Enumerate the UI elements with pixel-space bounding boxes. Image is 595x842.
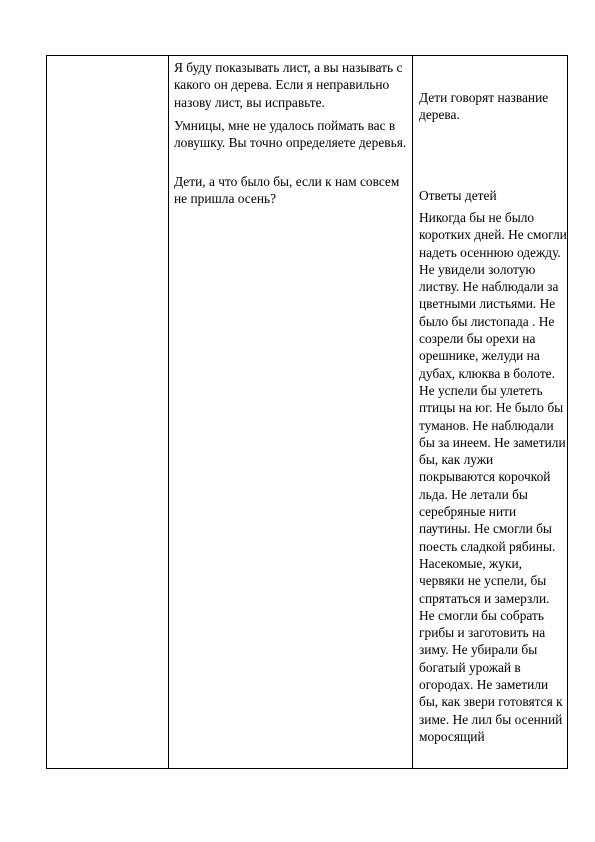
children-text-3: Никогда бы не было коротких дней. Не смогли надеть осеннюю одежду. Не увидели золотую листву. Не наблюдали за цветными листьями. Не было бы листопада . Не созрели бы орехи на орешнике, желуди на дубах, клюква в болоте. Не успели бы улететь птицы на юг. Не было бы туманов. Не наблюдали бы за инеем. Не заметили бы, как лужи покрываются корочкой льда. Не летали бы серебряные нити паутины. Не смогли бы поесть сладкой рябины. Насекомые, жуки, червяки не успели, бы спрятаться и замерзли. Не смогли бы собрать грибы и заготовить на зиму. Не убирали бы богатый урожай в огородах. Не заметили бы, как звери готовятся к зиме. Не лил бы осенний моросящий — [419, 210, 567, 744]
column-divider-1 — [168, 56, 169, 768]
column-divider-2 — [412, 56, 413, 768]
children-text-1: Дети говорят название дерева. — [419, 90, 549, 123]
teacher-text-3: Дети, а что было бы, если к нам совсем не пришла осень? — [174, 174, 400, 207]
teacher-text-2: Умницы, мне не удалось поймать вас в ловушку. Вы точно определяете деревья. — [174, 118, 407, 151]
lesson-table — [46, 55, 568, 769]
teacher-text-1: Я буду показывать лист, а вы называть с какого он дерева. Если я неправильно назову лист, вы исправьте. — [174, 60, 403, 110]
children-text-2: Ответы детей — [419, 188, 497, 203]
